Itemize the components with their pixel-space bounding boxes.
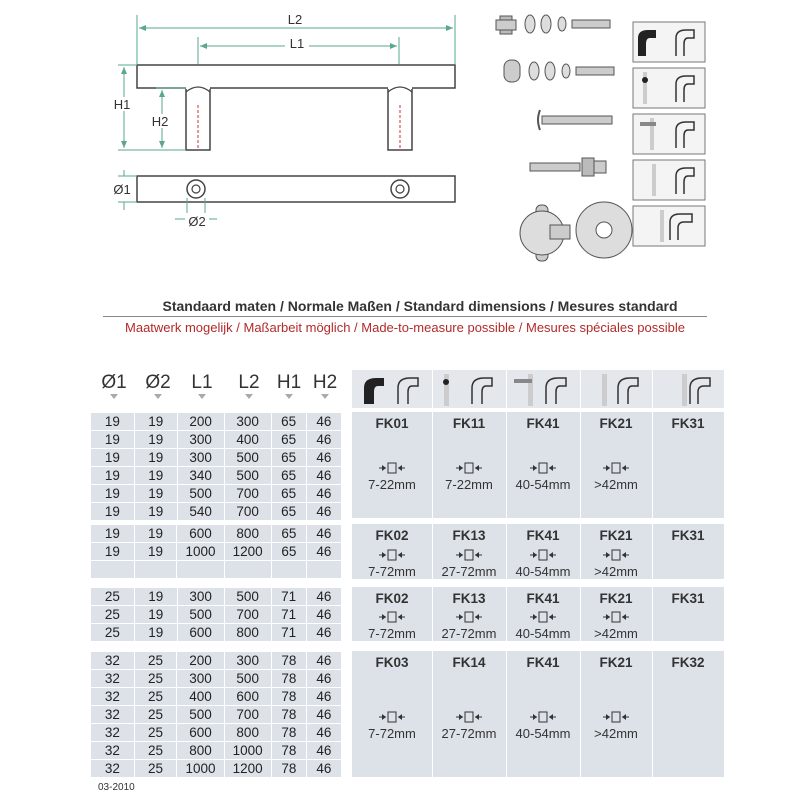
table-cell: 19 xyxy=(134,431,177,449)
table-row xyxy=(91,588,342,606)
table-cell: 46 xyxy=(306,413,341,431)
thickness-range: 7-22mm xyxy=(368,477,416,492)
table-cell: 25 xyxy=(134,742,177,760)
profile-box-3 xyxy=(633,114,705,154)
table-cell: 19 xyxy=(134,588,177,606)
table-cell: 19 xyxy=(134,485,177,503)
table-cell: 46 xyxy=(306,742,341,760)
table-row xyxy=(91,624,342,642)
table-cell: 500 xyxy=(224,588,271,606)
table-cell: 300 xyxy=(177,588,224,606)
thickness-range: 7-22mm xyxy=(445,477,493,492)
table-row xyxy=(91,606,342,624)
table-cell: 32 xyxy=(91,760,135,778)
made-to-measure-subtitle: Maatwerk mogelijk / Maßarbeit möglich / Made-to-measure possible / Mesures spéciales possible xyxy=(125,320,685,335)
table-cell: 700 xyxy=(224,606,271,624)
table-cell: 19 xyxy=(134,467,177,485)
table-cell: 1000 xyxy=(177,543,224,561)
column-header: H2 xyxy=(312,372,338,393)
table-row xyxy=(91,652,342,670)
revision-date: 03-2010 xyxy=(98,782,135,793)
h2-label: H2 xyxy=(151,114,169,129)
table-cell: 540 xyxy=(177,503,224,521)
table-cell: 600 xyxy=(177,525,224,543)
fixing-cell xyxy=(432,524,507,579)
table-cell: 71 xyxy=(271,606,306,624)
fixing-set-3-icon xyxy=(538,110,612,130)
table-cell: 78 xyxy=(271,760,306,778)
profile-box-5 xyxy=(633,206,705,246)
table-cell: 65 xyxy=(271,525,306,543)
thickness-range: >42mm xyxy=(594,726,638,741)
fixing-cell xyxy=(580,524,653,579)
table-cell: 340 xyxy=(177,467,224,485)
table-cell: 600 xyxy=(177,724,224,742)
fixing-code: FK13 xyxy=(452,591,486,606)
fixing-code: FK31 xyxy=(671,416,705,431)
table-cell: 400 xyxy=(177,688,224,706)
table-cell: 25 xyxy=(91,624,135,642)
fixing-code: FK41 xyxy=(526,591,560,606)
fixing-group-3 xyxy=(352,587,724,641)
table-cell: 78 xyxy=(271,706,306,724)
table-cell: 25 xyxy=(134,706,177,724)
profile-box-1 xyxy=(633,22,705,62)
column-header: H1 xyxy=(276,372,302,393)
table-cell: 46 xyxy=(306,670,341,688)
table-cell: 65 xyxy=(271,449,306,467)
table-cell: 46 xyxy=(306,688,341,706)
fixing-set-1-icon xyxy=(496,15,610,34)
fixing-cell xyxy=(352,587,433,641)
d2-label: Ø2 xyxy=(188,214,206,229)
table-cell xyxy=(224,561,271,579)
fixing-cell xyxy=(580,587,653,641)
table-cell: 46 xyxy=(306,543,341,561)
dimension-table-group-2 xyxy=(90,524,342,579)
fixing-cell xyxy=(432,412,507,518)
l2-label: L2 xyxy=(287,12,303,27)
thickness-range: >42mm xyxy=(594,626,638,641)
table-cell: 19 xyxy=(134,606,177,624)
table-cell xyxy=(91,561,135,579)
thickness-range: 7-72mm xyxy=(368,626,416,641)
fixing-code: FK31 xyxy=(671,528,705,543)
table-cell: 600 xyxy=(224,688,271,706)
fixing-header-cell xyxy=(506,370,581,408)
table-cell: 46 xyxy=(306,652,341,670)
fixing-code: FK02 xyxy=(375,528,409,543)
table-row xyxy=(91,543,342,561)
table-cell: 71 xyxy=(271,624,306,642)
table-cell: 65 xyxy=(271,467,306,485)
sort-arrow-icon xyxy=(321,394,329,399)
table-cell: 800 xyxy=(224,724,271,742)
table-cell: 25 xyxy=(134,688,177,706)
table-row xyxy=(91,724,342,742)
fixing-header-cell xyxy=(652,370,724,408)
thickness-range: 27-72mm xyxy=(441,726,497,741)
table-cell: 32 xyxy=(91,652,135,670)
table-row xyxy=(91,525,342,543)
table-cell: 200 xyxy=(177,652,224,670)
table-cell: 800 xyxy=(224,525,271,543)
table-cell: 32 xyxy=(91,706,135,724)
fixing-type-header xyxy=(352,370,724,408)
fixing-cell xyxy=(506,651,581,777)
fixing-cell xyxy=(432,651,507,777)
table-cell: 46 xyxy=(306,431,341,449)
fixing-header-cell xyxy=(352,370,433,408)
table-cell: 1200 xyxy=(224,760,271,778)
table-cell: 71 xyxy=(271,588,306,606)
fixing-group-2 xyxy=(352,524,724,579)
table-cell: 78 xyxy=(271,742,306,760)
table-cell: 25 xyxy=(134,670,177,688)
table-cell: 32 xyxy=(91,742,135,760)
fixing-code: FK21 xyxy=(599,655,633,670)
dimension-table-group-1 xyxy=(90,412,342,521)
fixing-cell xyxy=(506,412,581,518)
table-cell: 25 xyxy=(134,652,177,670)
table-cell: 19 xyxy=(134,503,177,521)
table-cell: 65 xyxy=(271,485,306,503)
fixing-cell xyxy=(506,587,581,641)
table-cell: 300 xyxy=(177,449,224,467)
table-cell: 500 xyxy=(177,606,224,624)
fixing-accessories-drawing xyxy=(480,0,720,270)
table-cell: 19 xyxy=(134,413,177,431)
table-cell: 500 xyxy=(177,485,224,503)
fixing-code: FK02 xyxy=(375,591,409,606)
fixing-header-cell xyxy=(580,370,653,408)
table-cell: 46 xyxy=(306,606,341,624)
table-row xyxy=(91,760,342,778)
table-cell: 800 xyxy=(224,624,271,642)
table-cell: 700 xyxy=(224,503,271,521)
thickness-range: 7-72mm xyxy=(368,726,416,741)
thickness-range: >42mm xyxy=(594,564,638,579)
table-cell: 46 xyxy=(306,724,341,742)
table-cell: 78 xyxy=(271,688,306,706)
table-cell: 65 xyxy=(271,543,306,561)
fixing-code: FK41 xyxy=(526,416,560,431)
sort-arrow-icon xyxy=(110,394,118,399)
table-cell: 300 xyxy=(177,431,224,449)
thickness-range: 7-72mm xyxy=(368,564,416,579)
dimension-table-group-4 xyxy=(90,651,342,778)
thickness-range: 40-54mm xyxy=(515,626,571,641)
table-cell: 400 xyxy=(224,431,271,449)
table-cell: 19 xyxy=(91,503,135,521)
table-row xyxy=(91,413,342,431)
dimension-column-headers xyxy=(90,372,342,408)
table-row xyxy=(91,503,342,521)
l1-label: L1 xyxy=(289,36,305,51)
fixing-code: FK21 xyxy=(599,416,633,431)
sort-arrow-icon xyxy=(245,394,253,399)
table-cell: 19 xyxy=(134,543,177,561)
table-cell xyxy=(177,561,224,579)
thickness-range: 40-54mm xyxy=(515,726,571,741)
table-cell xyxy=(306,561,341,579)
fixing-group-1 xyxy=(352,412,724,518)
fixing-code: FK14 xyxy=(452,655,486,670)
fixing-cell xyxy=(352,524,433,579)
table-cell: 32 xyxy=(91,670,135,688)
thickness-range: 27-72mm xyxy=(441,626,497,641)
fixing-cell xyxy=(652,524,724,579)
table-cell: 46 xyxy=(306,485,341,503)
profile-box-4 xyxy=(633,160,705,200)
table-cell: 600 xyxy=(177,624,224,642)
table-cell: 65 xyxy=(271,503,306,521)
column-header: L2 xyxy=(238,372,260,393)
fixing-cell xyxy=(580,412,653,518)
stud-fixing-icon xyxy=(432,370,506,408)
fixing-cell xyxy=(352,651,433,777)
heading-divider xyxy=(103,316,707,317)
table-cell: 19 xyxy=(134,449,177,467)
table-cell: 32 xyxy=(91,688,135,706)
fixing-cell xyxy=(506,524,581,579)
sort-arrow-icon xyxy=(154,394,162,399)
sort-arrow-icon xyxy=(198,394,206,399)
table-cell: 46 xyxy=(306,503,341,521)
fixing-cell xyxy=(652,651,724,777)
rosette-fixing-icon xyxy=(652,370,724,408)
table-cell: 46 xyxy=(306,525,341,543)
table-cell: 46 xyxy=(306,760,341,778)
table-cell: 19 xyxy=(91,525,135,543)
fixing-cell xyxy=(652,412,724,518)
fixing-cell xyxy=(432,587,507,641)
table-cell xyxy=(134,561,177,579)
table-cell: 78 xyxy=(271,670,306,688)
handle-dimension-drawing xyxy=(0,0,470,240)
standard-dimensions-title: Standaard maten / Normale Maßen / Standard dimensions / Mesures standard xyxy=(162,298,678,314)
dimension-table-group-3 xyxy=(90,587,342,642)
table-cell: 300 xyxy=(224,413,271,431)
table-cell: 65 xyxy=(271,413,306,431)
fixing-set-4-icon xyxy=(530,158,606,176)
table-cell: 500 xyxy=(177,706,224,724)
table-cell: 65 xyxy=(271,431,306,449)
table-cell: 25 xyxy=(91,588,135,606)
table-cell: 19 xyxy=(134,525,177,543)
table-row xyxy=(91,688,342,706)
table-cell: 500 xyxy=(224,449,271,467)
fixing-code: FK21 xyxy=(599,591,633,606)
table-cell: 25 xyxy=(91,606,135,624)
table-cell: 300 xyxy=(177,670,224,688)
fixing-code: FK03 xyxy=(375,655,409,670)
fixing-cell xyxy=(352,412,433,518)
fixing-code: FK32 xyxy=(671,655,705,670)
table-cell: 46 xyxy=(306,706,341,724)
table-cell: 200 xyxy=(177,413,224,431)
fixing-set-2-icon xyxy=(504,60,614,82)
table-cell: 78 xyxy=(271,652,306,670)
table-cell: 25 xyxy=(134,760,177,778)
fixing-code: FK01 xyxy=(375,416,409,431)
table-row xyxy=(91,706,342,724)
table-cell: 19 xyxy=(134,624,177,642)
glass-fixing-icon xyxy=(580,370,652,408)
thickness-range: 27-72mm xyxy=(441,564,497,579)
table-cell xyxy=(271,561,306,579)
fixing-code: FK11 xyxy=(452,416,486,431)
table-row xyxy=(91,742,342,760)
table-row xyxy=(91,561,342,579)
table-row xyxy=(91,449,342,467)
fixing-set-5-icon xyxy=(520,202,632,261)
table-cell: 46 xyxy=(306,449,341,467)
thickness-range: >42mm xyxy=(594,477,638,492)
table-cell: 700 xyxy=(224,706,271,724)
table-cell: 19 xyxy=(91,449,135,467)
column-header: L1 xyxy=(191,372,213,393)
table-cell: 1200 xyxy=(224,543,271,561)
thickness-range: 40-54mm xyxy=(515,564,571,579)
table-cell: 700 xyxy=(224,485,271,503)
fixing-cell xyxy=(652,587,724,641)
thickness-range: 40-54mm xyxy=(515,477,571,492)
table-row xyxy=(91,467,342,485)
profile-box-2 xyxy=(633,68,705,108)
fixing-code: FK41 xyxy=(526,528,560,543)
fixing-code: FK13 xyxy=(452,528,486,543)
table-cell: 500 xyxy=(224,670,271,688)
fixing-header-cell xyxy=(432,370,507,408)
table-cell: 78 xyxy=(271,724,306,742)
fixing-code: FK41 xyxy=(526,655,560,670)
d1-label: Ø1 xyxy=(113,182,131,197)
table-cell: 46 xyxy=(306,588,341,606)
table-row xyxy=(91,670,342,688)
table-cell: 25 xyxy=(134,724,177,742)
table-cell: 19 xyxy=(91,431,135,449)
blind-fixing-icon xyxy=(352,370,432,408)
table-cell: 32 xyxy=(91,724,135,742)
table-cell: 19 xyxy=(91,467,135,485)
table-cell: 500 xyxy=(224,467,271,485)
h1-label: H1 xyxy=(113,97,131,112)
table-cell: 1000 xyxy=(177,760,224,778)
table-cell: 800 xyxy=(177,742,224,760)
fixing-group-4 xyxy=(352,651,724,777)
sort-arrow-icon xyxy=(285,394,293,399)
fixing-code: FK31 xyxy=(671,591,705,606)
table-row xyxy=(91,431,342,449)
table-row xyxy=(91,485,342,503)
column-header: Ø2 xyxy=(145,372,171,393)
table-cell: 46 xyxy=(306,624,341,642)
through-bolt-icon xyxy=(506,370,580,408)
fixing-cell xyxy=(580,651,653,777)
column-header: Ø1 xyxy=(101,372,127,393)
table-cell: 19 xyxy=(91,543,135,561)
table-cell: 19 xyxy=(91,413,135,431)
table-cell: 19 xyxy=(91,485,135,503)
fixing-code: FK21 xyxy=(599,528,633,543)
table-cell: 46 xyxy=(306,467,341,485)
table-cell: 1000 xyxy=(224,742,271,760)
table-cell: 300 xyxy=(224,652,271,670)
